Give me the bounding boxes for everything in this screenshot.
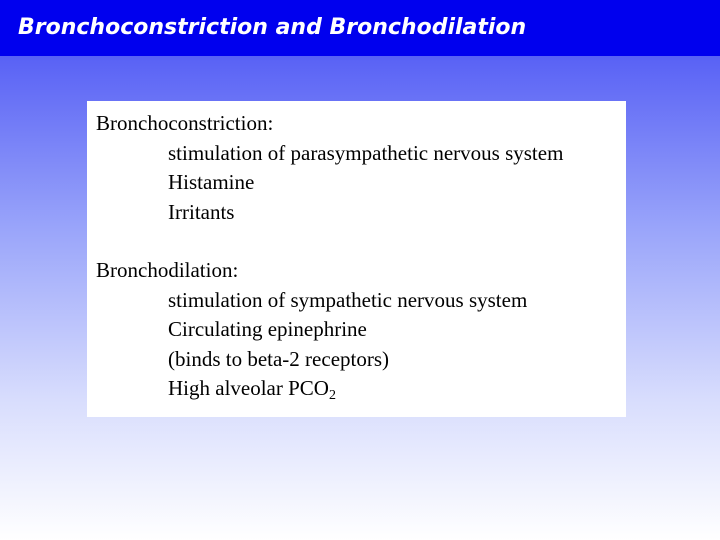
slide-title: Bronchoconstriction and Bronchodilation [18,15,527,40]
list-item: Circulating epinephrine [168,317,367,341]
title-bar [0,0,720,56]
pco2-text: High alveolar PCO [168,376,329,400]
list-item: (binds to beta-2 receptors) [168,346,390,371]
content-box [87,101,626,417]
pco2-subscript: 2 [328,388,336,403]
bronchoconstriction-heading: Bronchoconstriction: [96,111,274,135]
section-spacer [96,227,626,256]
list-item: stimulation of sympathetic nervous system [168,287,528,312]
list-item-pco2 [96,374,626,404]
bronchodilation-heading: Bronchodilation: [96,258,239,282]
list-item: Histamine [168,170,255,194]
list-item: stimulation of parasympathetic nervous system [168,140,564,165]
list-item: Irritants [168,199,235,224]
